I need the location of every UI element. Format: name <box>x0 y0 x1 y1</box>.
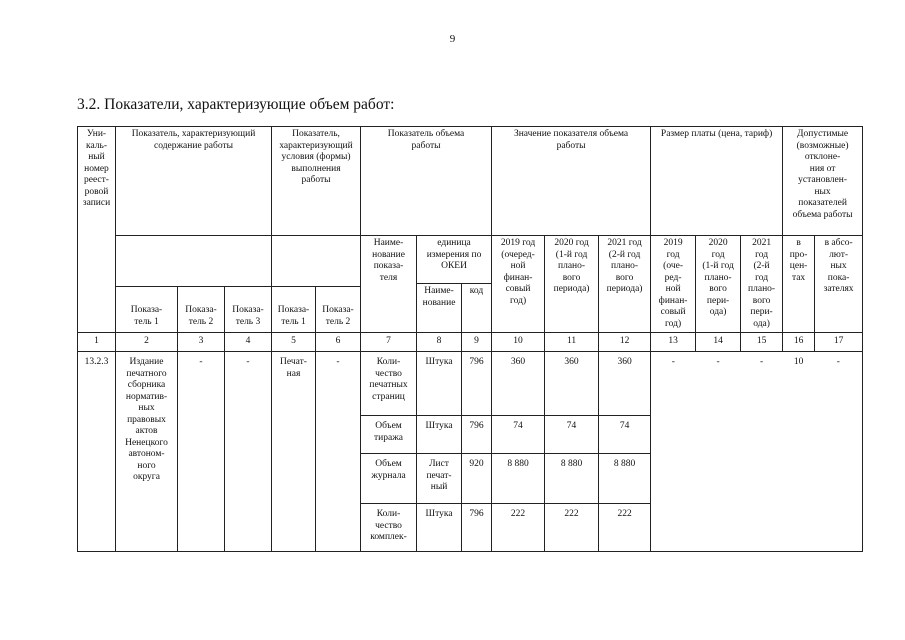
value-2019: 74 <box>492 416 545 454</box>
value-2021: 74 <box>599 416 651 454</box>
value-2020: 360 <box>545 352 599 416</box>
record-condition-1: Печат- ная <box>272 352 316 552</box>
value-2020: 222 <box>545 504 599 552</box>
deviation-absolute: - <box>815 352 863 552</box>
unit-name: Лист печат- ный <box>417 454 462 504</box>
column-number: 14 <box>696 333 741 352</box>
column-number: 1 <box>78 333 116 352</box>
value-2019: 360 <box>492 352 545 416</box>
unit-code: 796 <box>462 504 492 552</box>
header-volume-value: Значение показателя объема работы <box>492 127 651 236</box>
column-number: 9 <box>462 333 492 352</box>
unit-code: 796 <box>462 416 492 454</box>
value-2021: 8 880 <box>599 454 651 504</box>
column-number: 2 <box>116 333 178 352</box>
header-year-2021: 2021 год (2-й год плано- вого периода) <box>599 236 651 333</box>
header-content-3: Показа- тель 3 <box>225 287 272 333</box>
header-content-blank <box>116 236 272 287</box>
indicator-name: Коли- чество комплек- <box>361 504 417 552</box>
fee-2020: - <box>696 352 741 552</box>
column-number: 11 <box>545 333 599 352</box>
unit-code: 796 <box>462 352 492 416</box>
record-content-1: Издание печатного сборника норматив- ных правовых актов Ненецкого автоном- ного округа <box>116 352 178 552</box>
header-conditions-blank <box>272 236 361 287</box>
header-okei-code: код <box>462 284 492 333</box>
header-dev-percent: в про- цен- тах <box>783 236 815 333</box>
value-2020: 8 880 <box>545 454 599 504</box>
header-content-indicator: Показатель, характеризующий содержание работы <box>116 127 272 236</box>
unit-name: Штука <box>417 352 462 416</box>
column-number: 3 <box>178 333 225 352</box>
header-okei-name: Наиме- нование <box>417 284 462 333</box>
column-number: 17 <box>815 333 863 352</box>
header-condition-2: Показа- тель 2 <box>316 287 361 333</box>
header-fee-2020: 2020 год (1-й год плано- вого пери- ода) <box>696 236 741 333</box>
record-content-2: - <box>178 352 225 552</box>
header-condition-1: Показа- тель 1 <box>272 287 316 333</box>
column-number: 8 <box>417 333 462 352</box>
header-dev-absolute: в абсо- лют- ных пока- зателях <box>815 236 863 333</box>
value-2019: 8 880 <box>492 454 545 504</box>
column-number: 4 <box>225 333 272 352</box>
unit-code: 920 <box>462 454 492 504</box>
header-okei-unit: единица измерения по ОКЕИ <box>417 236 492 284</box>
column-number: 12 <box>599 333 651 352</box>
record-number: 13.2.3 <box>78 352 116 552</box>
header-unique-number: Уни- каль- ный номер реест- ровой записи <box>78 127 116 333</box>
column-number: 13 <box>651 333 696 352</box>
header-deviation: Допустимые (возможные) отклоне- ния от установлен- ных показателей объема работы <box>783 127 863 236</box>
header-volume-indicator: Показатель объема работы <box>361 127 492 236</box>
indicator-name: Объем журнала <box>361 454 417 504</box>
header-fee-2019: 2019 год (оче- ред- ной финан- совый год) <box>651 236 696 333</box>
indicator-name: Коли- чество печатных страниц <box>361 352 417 416</box>
unit-name: Штука <box>417 504 462 552</box>
table-row <box>78 352 863 416</box>
column-number: 5 <box>272 333 316 352</box>
header-conditions-indicator: Показатель, характеризующий условия (формы) выполнения работы <box>272 127 361 236</box>
fee-2019: - <box>651 352 696 552</box>
indicator-name: Объем тиража <box>361 416 417 454</box>
unit-name: Штука <box>417 416 462 454</box>
value-2020: 74 <box>545 416 599 454</box>
work-volume-table <box>77 126 863 552</box>
record-content-3: - <box>225 352 272 552</box>
header-content-1: Показа- тель 1 <box>116 287 178 333</box>
value-2021: 360 <box>599 352 651 416</box>
value-2019: 222 <box>492 504 545 552</box>
record-condition-2: - <box>316 352 361 552</box>
header-year-2019: 2019 год (очеред- ной финан- совый год) <box>492 236 545 333</box>
fee-2021: - <box>741 352 783 552</box>
column-number: 16 <box>783 333 815 352</box>
column-number: 7 <box>361 333 417 352</box>
column-number: 6 <box>316 333 361 352</box>
value-2021: 222 <box>599 504 651 552</box>
page-number: 9 <box>449 33 456 45</box>
column-number: 10 <box>492 333 545 352</box>
column-number: 15 <box>741 333 783 352</box>
deviation-percent: 10 <box>783 352 815 552</box>
header-indicator-name: Наиме- нование показа- теля <box>361 236 417 333</box>
header-fee-size: Размер платы (цена, тариф) <box>651 127 783 236</box>
header-content-2: Показа- тель 2 <box>178 287 225 333</box>
header-year-2020: 2020 год (1-й год плано- вого периода) <box>545 236 599 333</box>
header-fee-2021: 2021 год (2-й год плано- вого пери- ода) <box>741 236 783 333</box>
section-title: 3.2. Показатели, характеризующие объем работ: <box>77 96 395 113</box>
